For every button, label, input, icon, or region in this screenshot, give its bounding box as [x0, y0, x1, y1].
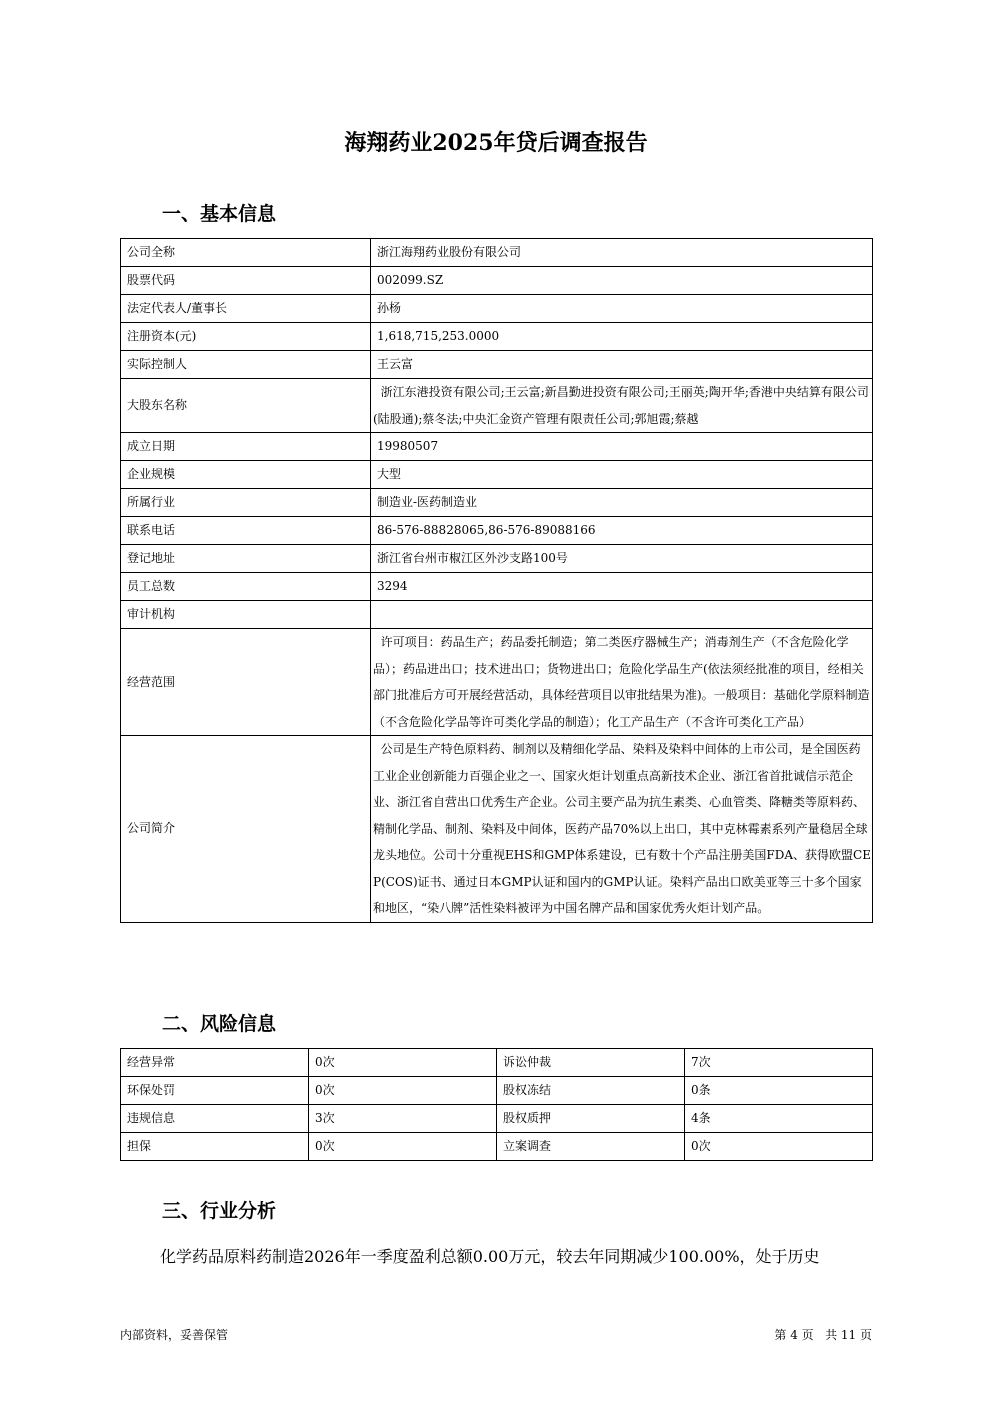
risk-label: 违规信息	[121, 1105, 309, 1133]
row-value: 大型	[371, 461, 873, 489]
row-label: 联系电话	[121, 517, 371, 545]
row-label: 审计机构	[121, 601, 371, 629]
section-heading-risk-info: 二、风险信息	[162, 1013, 277, 1035]
section-heading-industry: 三、行业分析	[162, 1200, 277, 1222]
risk-value: 0次	[309, 1077, 497, 1105]
row-value: 浙江省台州市椒江区外沙支路100号	[371, 545, 873, 573]
risk-value: 0次	[309, 1133, 497, 1161]
row-label: 登记地址	[121, 545, 371, 573]
risk-label: 环保处罚	[121, 1077, 309, 1105]
table-row	[121, 629, 873, 736]
row-label: 注册资本(元)	[121, 323, 371, 351]
table-row	[121, 323, 873, 351]
table-row	[121, 433, 873, 461]
row-label: 员工总数	[121, 573, 371, 601]
risk-label: 担保	[121, 1133, 309, 1161]
table-row	[121, 379, 873, 433]
table-row	[121, 545, 873, 573]
row-value: 86-576-88828065,86-576-89088166	[371, 517, 873, 545]
row-label: 所属行业	[121, 489, 371, 517]
row-value: 浙江海翔药业股份有限公司	[371, 239, 873, 267]
row-label: 经营范围	[121, 629, 371, 736]
page-title: 海翔药业2025年贷后调查报告	[344, 130, 648, 156]
industry-paragraph: 化学药品原料药制造2026年一季度盈利总额0.00万元，较去年同期减少100.00%，处于历史	[160, 1247, 820, 1266]
row-value: 1,618,715,253.0000	[371, 323, 873, 351]
row-value: 19980507	[371, 433, 873, 461]
row-label: 股票代码	[121, 267, 371, 295]
row-label: 法定代表人/董事长	[121, 295, 371, 323]
table-row	[121, 239, 873, 267]
risk-label: 诉讼仲裁	[497, 1049, 685, 1077]
risk-value: 3次	[309, 1105, 497, 1133]
row-label: 公司简介	[121, 736, 371, 923]
table-row	[121, 736, 873, 923]
footer-confidential-note: 内部资料，妥善保管	[120, 1328, 229, 1342]
table-row	[121, 1133, 873, 1161]
row-value: 孙杨	[371, 295, 873, 323]
risk-label: 股权质押	[497, 1105, 685, 1133]
risk-value: 0次	[309, 1049, 497, 1077]
table-row	[121, 573, 873, 601]
row-label: 公司全称	[121, 239, 371, 267]
section-heading-basic-info: 一、基本信息	[162, 203, 277, 225]
table-row	[121, 489, 873, 517]
row-value: 002099.SZ	[371, 267, 873, 295]
row-value: 许可项目：药品生产；药品委托制造；第二类医疗器械生产；消毒剂生产（不含危险化学品）；药品进出口；技术进出口；货物进出口；危险化学品生产(依法须经批准的项目，经相关部门批准后方可开展经营活动，具体经营项目以审批结果为准)。一般项目：基础化学原料制造（不含危险化学品等许可类化学品的制造）；化工产品生产（不含许可类化工产品）	[371, 629, 873, 736]
risk-value: 7次	[685, 1049, 873, 1077]
table-row	[121, 1049, 873, 1077]
row-label: 成立日期	[121, 433, 371, 461]
risk-label: 立案调查	[497, 1133, 685, 1161]
table-row	[121, 267, 873, 295]
row-value: 制造业-医药制造业	[371, 489, 873, 517]
basic-info-table	[120, 238, 873, 923]
row-value: 3294	[371, 573, 873, 601]
risk-value: 0次	[685, 1133, 873, 1161]
table-row	[121, 1105, 873, 1133]
table-row	[121, 461, 873, 489]
row-label: 实际控制人	[121, 351, 371, 379]
row-value	[371, 601, 873, 629]
table-row	[121, 1077, 873, 1105]
risk-value: 4条	[685, 1105, 873, 1133]
row-value: 浙江东港投资有限公司;王云富;新昌勤进投资有限公司;王丽英;陶开华;香港中央结算有限公司(陆股通);蔡冬法;中央汇金资产管理有限责任公司;郭旭霞;蔡越	[371, 379, 873, 433]
footer-page-number: 第 4 页 共 11 页	[774, 1328, 872, 1342]
risk-label: 经营异常	[121, 1049, 309, 1077]
risk-info-table	[120, 1048, 873, 1161]
row-value: 王云富	[371, 351, 873, 379]
risk-label: 股权冻结	[497, 1077, 685, 1105]
table-row	[121, 351, 873, 379]
row-value: 公司是生产特色原料药、制剂以及精细化学品、染料及染料中间体的上市公司，是全国医药工业企业创新能力百强企业之一、国家火炬计划重点高新技术企业、浙江省首批诚信示范企业、浙江省自营出口优秀生产企业。公司主要产品为抗生素类、心血管类、降糖类等原料药、精制化学品、制剂、染料及中间体，医药产品70%以上出口，其中克林霉素系列产量稳居全球龙头地位。公司十分重视EHS和GMP体系建设，已有数十个产品注册美国FDA、获得欧盟CEP(COS)证书、通过日本GMP认证和国内的GMP认证。染料产品出口欧美亚等三十多个国家和地区，“染八牌”活性染料被评为中国名牌产品和国家优秀火炬计划产品。	[371, 736, 873, 923]
table-row	[121, 295, 873, 323]
table-row	[121, 517, 873, 545]
row-label: 企业规模	[121, 461, 371, 489]
row-label: 大股东名称	[121, 379, 371, 433]
risk-value: 0条	[685, 1077, 873, 1105]
table-row	[121, 601, 873, 629]
